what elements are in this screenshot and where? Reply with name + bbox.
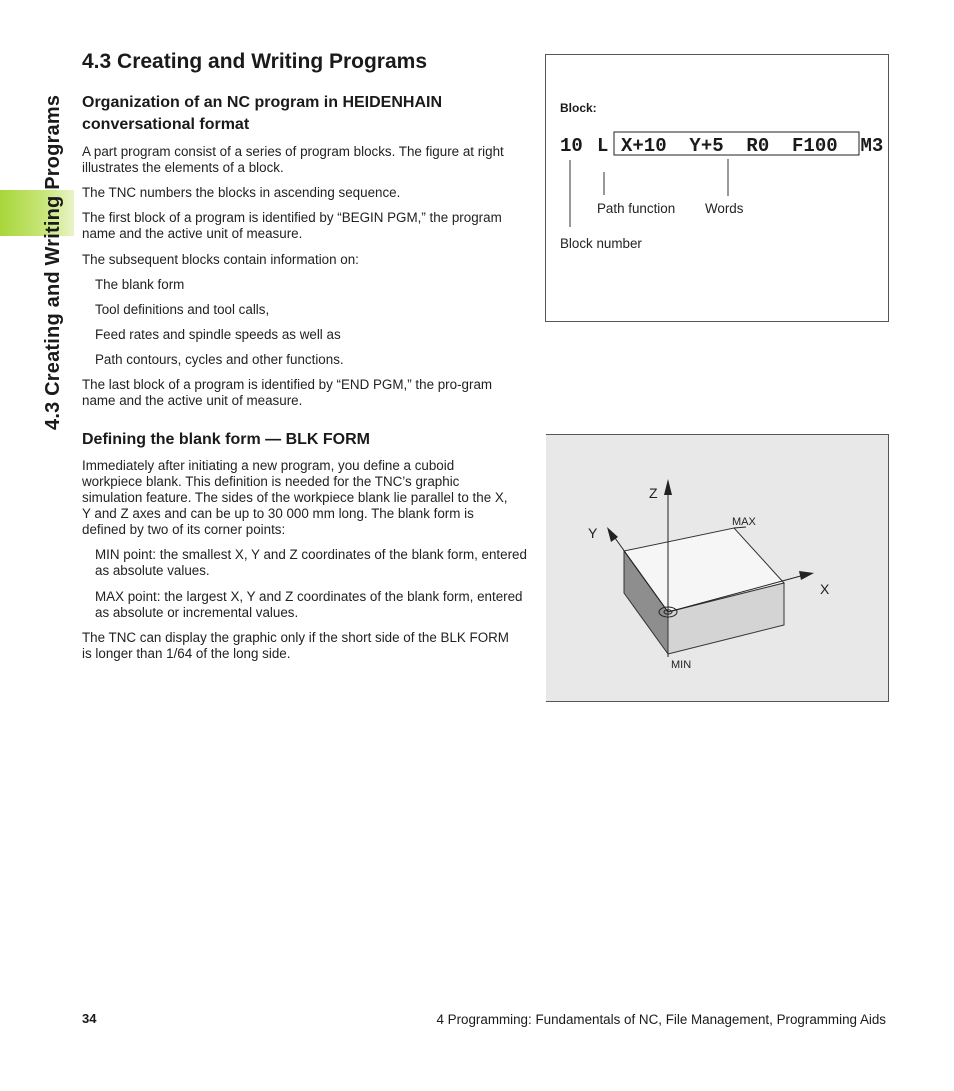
blank-form-diagram (546, 435, 889, 703)
path-function-label: Path function (597, 201, 676, 216)
block-structure-figure (545, 54, 889, 322)
list-item: The blank form (95, 277, 185, 292)
list-item: Tool definitions and tool calls, (95, 302, 270, 317)
para-graphic-condition: The TNC can display the graphic only if the short side of the BLK FORM is longer than 1/64 of the long side. (82, 630, 509, 661)
para-blank-form-intro: Immediately after initiating a new program, you define a cuboid workpiece blank. This definition is needed for the TNC’s graphic simulation feature. The sides of the workpiece blank lie parallel to the X, Y and Z axes and can be up to 30 000 mm long. The blank form is defined by two of its corner points: (82, 458, 508, 537)
min-point-label: MIN (671, 659, 692, 671)
x-axis-arrowhead (799, 571, 814, 580)
y-axis-label: Y (588, 525, 598, 541)
max-point-label: MAX (732, 516, 756, 528)
page-title: 4.3 Creating and Writing Programs (82, 50, 428, 73)
side-running-title: 4.3 Creating and Writing Programs (42, 94, 64, 430)
para-subsequent-blocks: The subsequent blocks contain information on: (82, 252, 359, 267)
para-block-numbering: The TNC numbers the blocks in ascending sequence. (82, 185, 401, 200)
para-block-intro: A part program consist of a series of program blocks. The figure at right illustrates the elements of a block. (82, 144, 504, 175)
blank-form-figure (546, 434, 889, 702)
z-axis-arrowhead (664, 479, 672, 495)
list-item-max-point: MAX point: the largest X, Y and Z coordinates of the blank form, entered as absolute or incremental values. (95, 589, 523, 620)
x-axis-label: X (820, 581, 830, 597)
section-blank-form-title: Defining the blank form — BLK FORM (82, 431, 370, 448)
words-label: Words (705, 201, 744, 216)
para-begin-pgm: The first block of a program is identified by “BEGIN PGM,” the program name and the active unit of measure. (82, 210, 502, 241)
section-organization-title: Organization of an NC program in HEIDENHAIN conversational format (82, 94, 443, 133)
para-end-pgm: The last block of a program is identified by “END PGM,” the pro-gram name and the active unit of measure. (82, 377, 493, 408)
block-number-label: Block number (560, 236, 642, 251)
z-axis-label: Z (649, 485, 658, 501)
words-code: X+10 Y+5 R0 F100 M3 (621, 135, 884, 157)
block-number-code: 10 (560, 135, 583, 157)
list-item: Feed rates and spindle speeds as well as (95, 327, 341, 342)
list-item-min-point: MIN point: the smallest X, Y and Z coordinates of the blank form, entered as absolute values. (95, 547, 527, 578)
path-function-code: L (597, 135, 609, 157)
section-organization (82, 92, 518, 136)
block-label: Block: (560, 101, 597, 115)
block-structure-diagram (546, 55, 888, 321)
page-number: 34 (82, 1011, 97, 1026)
footer-chapter-title: 4 Programming: Fundamentals of NC, File Management, Programming Aids (436, 1012, 886, 1027)
list-item: Path contours, cycles and other functions. (95, 352, 344, 367)
